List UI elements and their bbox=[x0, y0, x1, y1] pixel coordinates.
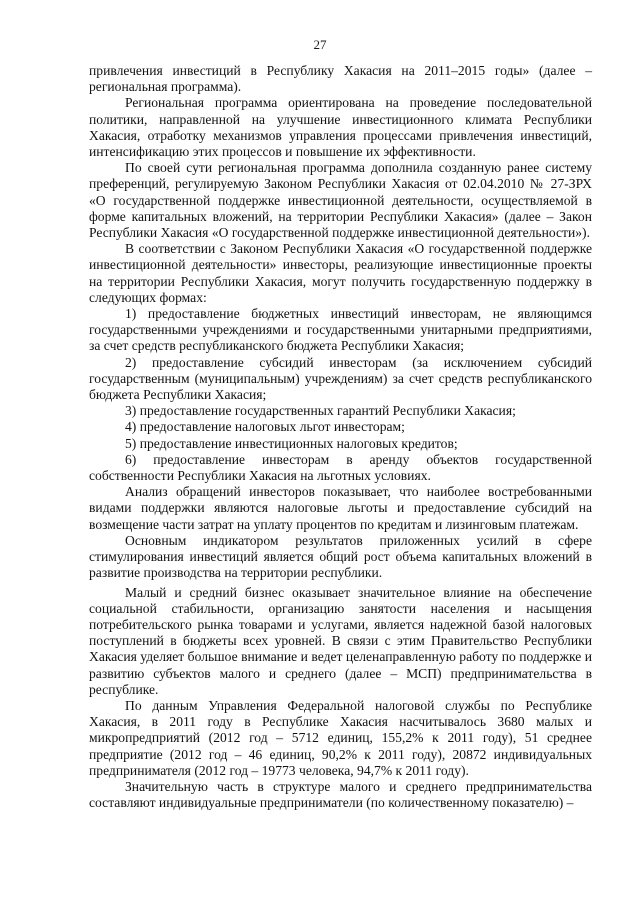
paragraph-tax-service-data: По данным Управления Федеральной налоговой службы по Республике Хакасия, в 2011 году в Республике Хакасия насчитывалось 3680 малых и микропредприятий (2012 год – 5712 единиц, 155,2% к 2011 году), 51 среднее предприятие (2012 год – 46 единиц, 90,2% к 2011 году), 20872 индивидуальных предпринимателя (2012 год – 19773 человека, 94,7% к 2011 году). bbox=[89, 697, 592, 778]
paragraph-program-goals: Региональная программа ориентирована на проведение последовательной политики, направленной на улучшение инвестиционного климата Республики Хакасия, отработку механизмов управления процессами привлечения инвестиций, интенсификацию этих процессов и повышение их эффективности. bbox=[89, 95, 592, 160]
list-item-state-guarantees: 3) предоставление государственных гарантий Республики Хакасия; bbox=[125, 403, 516, 419]
page-number: 27 bbox=[313, 37, 327, 52]
paragraph-program-continuation: привлечения инвестиций в Республику Хакасия на 2011–2015 годы» (далее – региональная программа). bbox=[89, 63, 592, 95]
paragraph-small-medium-business: Малый и средний бизнес оказывает значительное влияние на обеспечение социальной стабильности, организацию занятости населения и насыщения потребительского рынка товарами и услугами, является надежной базой налоговых поступлений в бюджеты всех уровней. В связи с этим Правительство Республики Хакасия уделяет большое внимание и ведет целенаправленную работу по поддержке и развитию субъектов малого и среднего (далее – МСП) предпринимательства в республике. bbox=[89, 584, 592, 697]
list-item-tax-credits: 5) предоставление инвестиционных налоговых кредитов; bbox=[125, 435, 458, 451]
paragraph-support-forms-intro: В соответствии с Законом Республики Хакасия «О государственной поддержке инвестиционной деятельности» инвесторы, реализующие инвестиционные проекты на территории Республики Хакасия, могут получить государственную поддержку в следующих формах: bbox=[89, 241, 592, 305]
document-body bbox=[89, 63, 592, 811]
paragraph-individual-entrepreneurs: Значительную часть в структуре малого и среднего предпринимательства составляют индивидуальные предприниматели (по количественному показателю) – bbox=[89, 778, 592, 811]
paragraph-preferences-system: По своей сути региональная программа дополнила созданную ранее систему преференций, регулируемую Законом Республики Хакасия от 02.04.2010 № 27-ЗРХ «О государственной поддержке инвестиционной деятельности, осуществляемой в форме капитальных вложений, на территории Республики Хакасия» (далее – Закон Республики Хакасия «О государственной поддержке инвестиционной деятельности»). bbox=[89, 160, 592, 241]
list-item-budget-investments: 1) предоставление бюджетных инвестиций инвесторам, не являющимся государственными учреждениями и государственными унитарными предприятиями, за счет средств республиканского бюджета Республики Хакасия; bbox=[89, 306, 592, 354]
paragraph-main-indicator: Основным индикатором результатов приложенных усилий в сфере стимулирования инвестиций является общий рост объема капитальных вложений в развитие производства на территории республики. bbox=[89, 532, 592, 581]
paragraph-investor-requests-analysis: Анализ обращений инвесторов показывает, что наиболее востребованными видами поддержки являются налоговые льготы и предоставление субсидий на возмещение части затрат на уплату процентов по кредитам и лизинговым платежам. bbox=[89, 484, 592, 532]
list-item-tax-benefits: 4) предоставление налоговых льгот инвесторам; bbox=[125, 419, 405, 435]
list-item-subsidies: 2) предоставление субсидий инвесторам (за исключением субсидий государственным (муниципальным) учреждениям) за счет средств республиканского бюджета Республики Хакасия; bbox=[89, 354, 592, 403]
list-item-lease-of-property: 6) предоставление инвесторам в аренду объектов государственной собственности Республики Хакасия на льготных условиях. bbox=[89, 451, 592, 484]
